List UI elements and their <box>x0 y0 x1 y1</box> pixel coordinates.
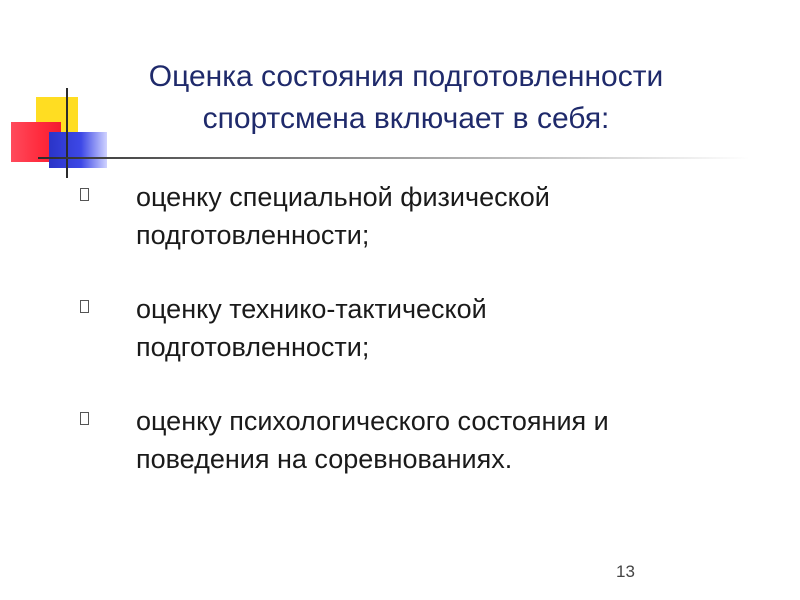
bullet-list <box>80 178 720 514</box>
list-item-line-2: подготовленности; <box>136 220 370 250</box>
hollow-square-bullet-icon <box>80 300 89 313</box>
list-item-text <box>136 402 720 478</box>
slide-title-line-1: Оценка состояния подготовленности <box>148 60 664 93</box>
list-item <box>80 402 720 478</box>
hollow-square-bullet-icon <box>80 412 89 425</box>
list-item-text <box>136 178 720 254</box>
list-item-text <box>136 290 720 366</box>
list-item-line-2: поведения на соревнованиях. <box>136 444 513 474</box>
list-item-line-1: оценку технико-тактической <box>136 294 487 324</box>
decorative-vertical-line <box>66 88 68 178</box>
list-item-line-1: оценку специальной физической <box>136 182 550 212</box>
hollow-square-bullet-icon <box>80 188 89 201</box>
list-item-line-1: оценку психологического состояния и <box>136 406 609 436</box>
list-item <box>80 290 720 366</box>
page-number: 13 <box>616 562 635 581</box>
title-underline <box>38 157 750 159</box>
slide-title-line-2: спортсмена включает в себя: <box>202 102 610 135</box>
list-item <box>80 178 720 254</box>
list-item-line-2: подготовленности; <box>136 332 370 362</box>
slide-title <box>96 56 716 140</box>
